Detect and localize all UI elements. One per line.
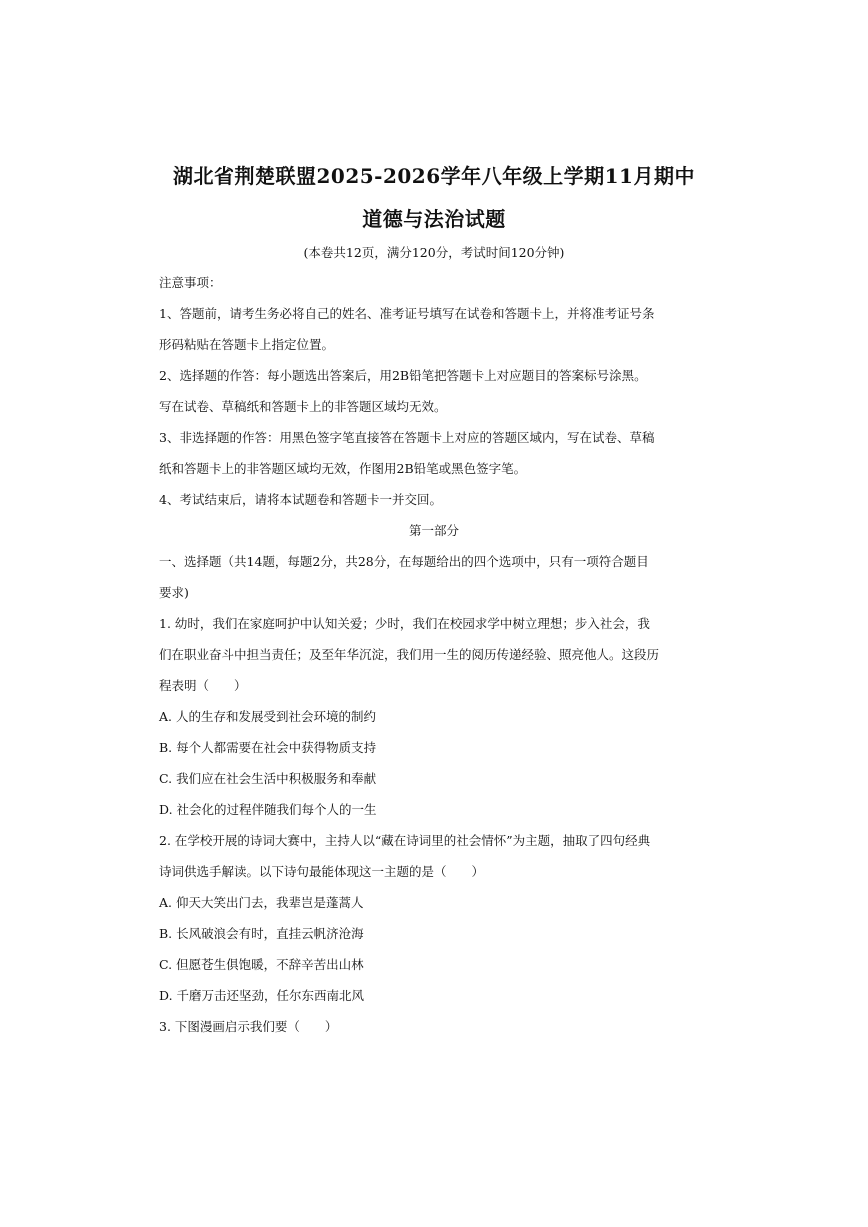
question-2-option-b: B. 长风破浪会有时，直挂云帆济沧海 <box>159 926 364 941</box>
question-1-option-c: C. 我们应在社会生活中积极服务和奉献 <box>159 771 377 786</box>
notice-heading: 注意事项： <box>159 275 222 290</box>
part-label: 第一部分 <box>408 523 459 538</box>
notice-item-3-line-1: 3、非选择题的作答：用黑色签字笔直接答在答题卡上对应的答题区域内，写在试卷、草稿 <box>159 430 655 445</box>
question-1-line-2: 们在职业奋斗中担当责任；及至年华沉淀，我们用一生的阅历传递经验、照亮他人。这段历 <box>159 647 660 662</box>
notice-item-1-line-1: 1、答题前，请考生务必将自己的姓名、准考证号填写在试卷和答题卡上，并将准考证号条 <box>159 306 655 321</box>
question-2-line-2: 诗词供选手解读。以下诗句最能体现这一主题的是（ ） <box>159 864 485 879</box>
notice-item-2-line-1: 2、选择题的作答：每小题选出答案后，用2B铅笔把答题卡上对应题目的答案标号涂黑。 <box>159 368 647 383</box>
question-2-option-d: D. 千磨万击还坚劲，任尔东西南北风 <box>159 988 365 1003</box>
notice-item-1-line-2: 形码粘贴在答题卡上指定位置。 <box>159 337 335 352</box>
question-1-option-d: D. 社会化的过程伴随我们每个人的一生 <box>159 802 377 817</box>
question-1-line-1: 1. 幼时，我们在家庭呵护中认知关爱；少时，我们在校园求学中树立理想；步入社会，我 <box>159 616 650 631</box>
question-2-line-1: 2. 在学校开展的诗词大赛中，主持人以“藏在诗词里的社会情怀”为主题，抽取了四句经典 <box>159 833 651 848</box>
question-1-option-b: B. 每个人都需要在社会中获得物质支持 <box>159 740 377 755</box>
notice-item-4: 4、考试结束后，请将本试题卷和答题卡一并交回。 <box>159 492 442 507</box>
notice-item-3-line-2: 纸和答题卡上的非答题区域均无效，作图用2B铅笔或黑色签字笔。 <box>159 461 527 476</box>
question-1-line-3: 程表明（ ） <box>159 678 247 693</box>
question-2-option-a: A. 仰天大笑出门去，我辈岂是蓬蒿人 <box>159 895 364 910</box>
question-3-line-1: 3. 下图漫画启示我们要（ ） <box>159 1019 338 1034</box>
question-1-option-a: A. 人的生存和发展受到社会环境的制约 <box>159 709 376 724</box>
notice-item-2-line-2: 写在试卷、草稿纸和答题卡上的非答题区域均无效。 <box>159 399 447 414</box>
exam-subtitle: (本卷共12页，满分120分，考试时间120分钟) <box>303 245 565 260</box>
section-heading-line-2: 要求) <box>159 585 189 600</box>
section-heading-line-1: 一、选择题（共14题，每题2分，共28分，在每题给出的四个选项中，只有一项符合题目 <box>159 554 649 569</box>
exam-title-line2: 道德与法治试题 <box>362 207 506 231</box>
exam-title-line1: 湖北省荆楚联盟2025-2026学年八年级上学期11月期中 <box>173 164 695 188</box>
question-2-option-c: C. 但愿苍生俱饱暖，不辞辛苦出山林 <box>159 957 364 972</box>
